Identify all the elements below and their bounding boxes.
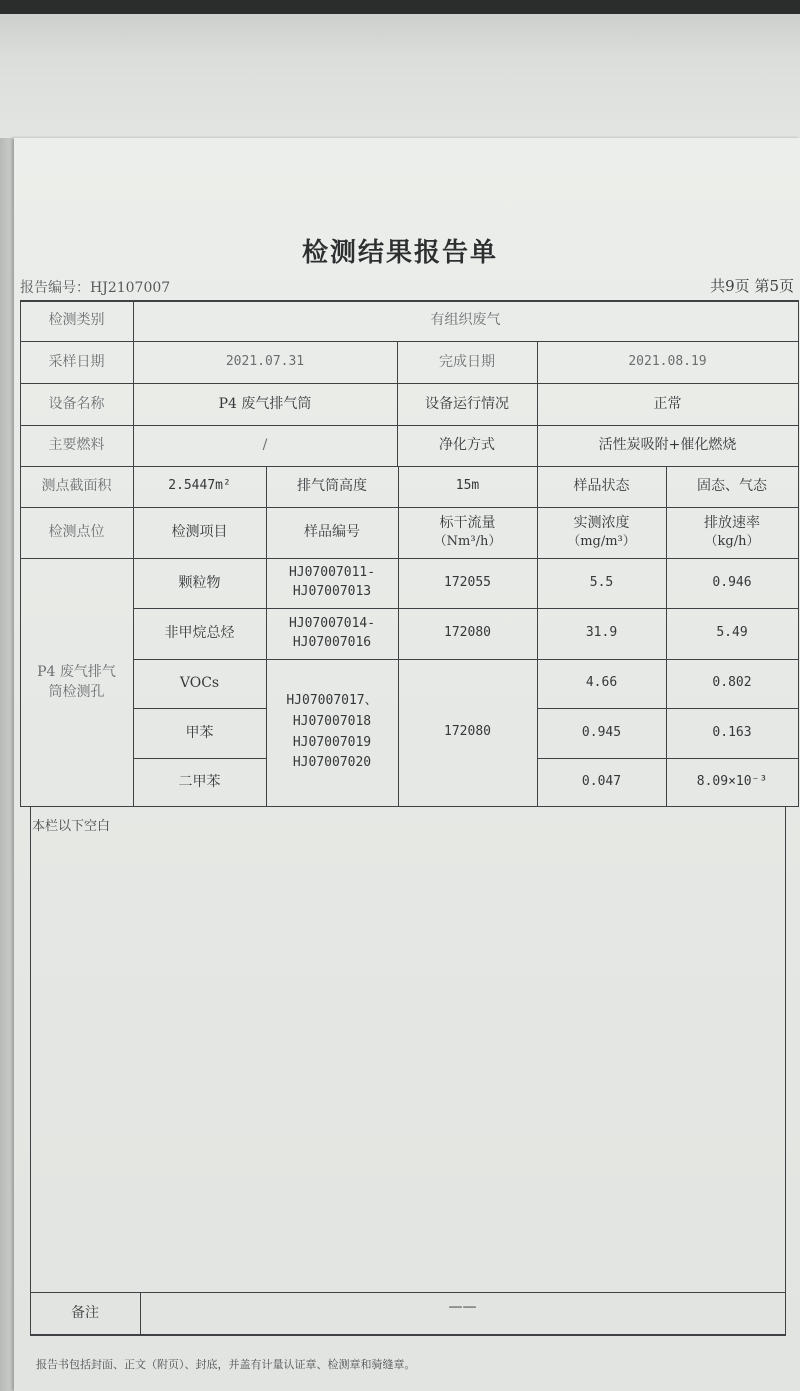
header-concentration-unit: （mg/m³） (567, 534, 636, 550)
header-flow-title: 标干流量 (439, 514, 496, 531)
test-point-name (20, 558, 133, 806)
label-equipment-status: 设备运行情况 (425, 395, 509, 412)
merged-flow: 172080 (444, 724, 491, 740)
header-concentration-title: 实测浓度 (573, 514, 630, 531)
value-sample-state: 固态、气态 (697, 478, 767, 495)
footer-note: 报告书包括封面、正文（附页）、封底，并盖有计量认证章、检测章和骑缝章。 (36, 1358, 416, 1371)
header-test-point: 检测点位 (48, 524, 105, 541)
table-row-concentration: 5.5 (589, 574, 614, 590)
header-emission-rate-unit: （kg/h） (704, 534, 760, 550)
table-row-concentration: 0.047 (581, 773, 622, 789)
value-test-category: 有组织废气 (430, 312, 501, 329)
value-sampling-date: 2021.07.31 (225, 353, 305, 369)
sample-number-line: HJ07007014- (288, 615, 376, 631)
label-sampling-date: 采样日期 (48, 353, 105, 370)
table-row-item: 甲苯 (185, 724, 214, 741)
sample-number-line: HJ07007019 (292, 734, 372, 750)
value-equipment-name: P4 废气排气筒 (218, 395, 312, 412)
value-stack-height: 15m (455, 478, 480, 494)
page-info: 共9页 第5页 (710, 277, 794, 295)
table-row-concentration: 4.66 (585, 675, 618, 691)
header-emission-rate-title: 排放速率 (704, 514, 760, 531)
table-row-item: 二甲苯 (178, 773, 221, 790)
remark-label: 备注 (71, 1304, 99, 1321)
table-row-emission-rate: 8.09×10⁻³ (696, 773, 768, 789)
header-concentration (537, 507, 666, 558)
table-line (798, 300, 799, 807)
header-flow-unit: （Nm³/h） (433, 534, 502, 550)
sample-number-line: HJ07007020 (292, 755, 372, 771)
table-row-sample-number (266, 608, 398, 659)
label-main-fuel: 主要燃料 (48, 437, 105, 454)
test-point-name-line1: P4 废气排气 (37, 663, 116, 680)
below-blank-note: 本栏以下空白 (32, 819, 111, 834)
value-purification-method: 活性炭吸附+催化燃烧 (598, 437, 737, 454)
sample-number-line: HJ07007018 (292, 713, 372, 729)
label-purification-method: 净化方式 (439, 437, 495, 454)
value-equipment-status: 正常 (653, 395, 682, 412)
sample-number-line: HJ07007016 (292, 634, 372, 650)
remark-value: —— (448, 1298, 477, 1315)
table-line (20, 806, 798, 807)
document-title: 检测结果报告单 (301, 238, 498, 268)
value-main-fuel: / (262, 437, 268, 454)
label-section-area: 测点截面积 (41, 478, 112, 495)
table-row-emission-rate: 0.163 (712, 724, 752, 740)
header-flow (398, 507, 537, 558)
sample-number-line: HJ07007017、 (286, 692, 378, 708)
table-row-item: VOCs (179, 675, 220, 692)
table-line (785, 806, 786, 1336)
table-line (30, 806, 31, 1336)
value-section-area: 2.5447m² (168, 478, 231, 494)
table-row-item: 颗粒物 (178, 574, 221, 591)
label-stack-height: 排气筒高度 (297, 478, 367, 495)
header-emission-rate (666, 507, 798, 558)
table-row-flow: 172055 (444, 574, 491, 590)
sample-number-line: HJ07007013 (292, 584, 372, 599)
report-number: 报告编号：HJ2107007 (20, 280, 171, 296)
table-row-sample-number (266, 558, 398, 608)
merged-sample-numbers (266, 659, 398, 806)
test-point-name-line2: 筒检测孔 (48, 684, 105, 700)
label-completion-date: 完成日期 (439, 353, 495, 370)
label-test-category: 检测类别 (48, 312, 105, 329)
sample-number-line: HJ07007011- (288, 565, 376, 581)
table-row-emission-rate: 5.49 (716, 625, 748, 641)
header-test-item: 检测项目 (171, 524, 228, 541)
table-row-flow: 172080 (444, 625, 491, 641)
label-sample-state: 样品状态 (573, 478, 630, 495)
table-row-concentration: 31.9 (585, 625, 618, 641)
label-equipment-name: 设备名称 (48, 395, 105, 412)
table-row-item: 非甲烷总烃 (164, 625, 235, 642)
table-row-concentration: 0.945 (581, 724, 622, 740)
header-sample-number: 样品编号 (304, 524, 360, 541)
table-row-emission-rate: 0.802 (712, 675, 752, 691)
value-completion-date: 2021.08.19 (628, 353, 707, 369)
table-line (30, 1334, 786, 1336)
table-row-emission-rate: 0.946 (712, 574, 752, 590)
